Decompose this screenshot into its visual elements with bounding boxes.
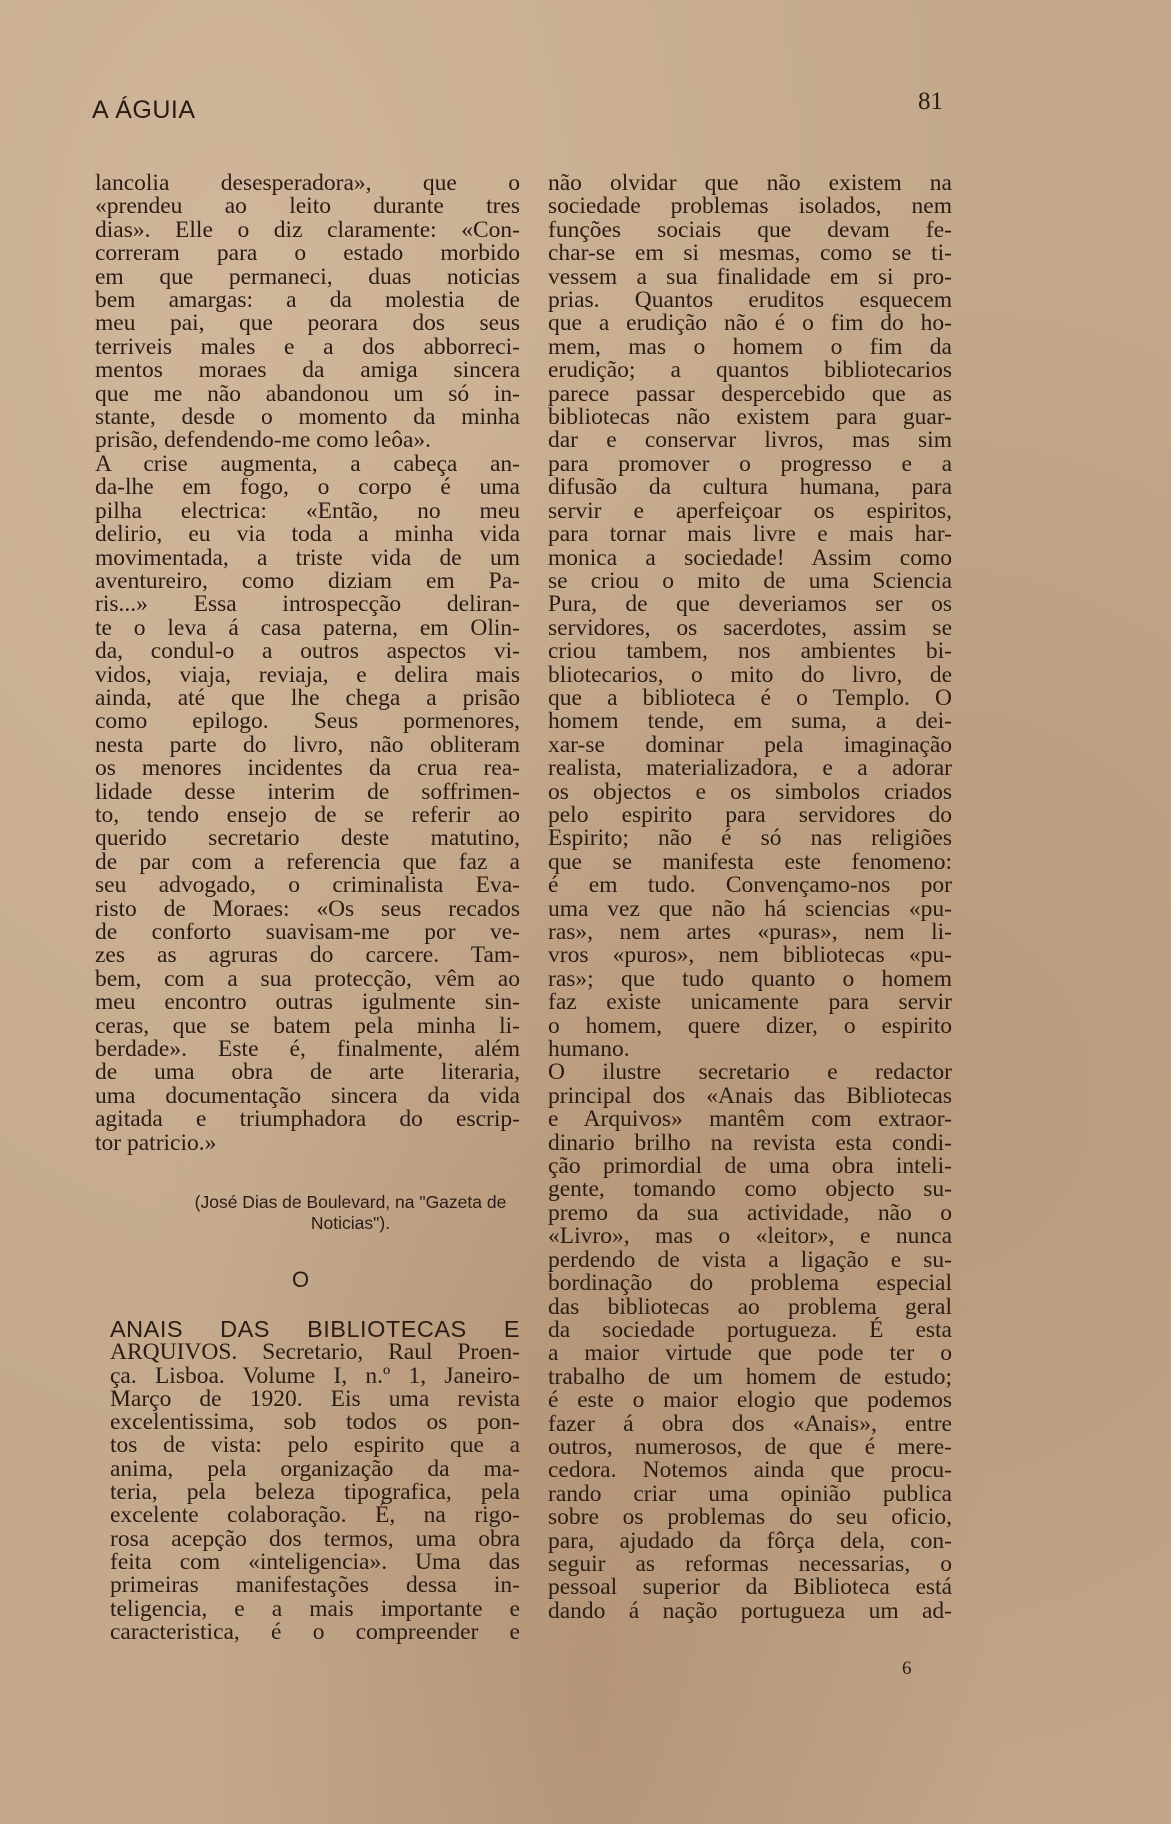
citation: (José Dias de Boulevard, na "Gazeta de Noticias"). bbox=[194, 1192, 507, 1233]
text-line: para promover o progresso e a bbox=[548, 450, 952, 477]
text-line: dar e conservar livros, mas sim bbox=[548, 427, 952, 454]
text-line: ainda, até que lhe chega a prisão bbox=[95, 684, 520, 711]
text-line: querido secretario deste matutino, bbox=[95, 825, 520, 852]
text-line: ceras, que se batem pela minha li- bbox=[95, 1012, 520, 1039]
text-line: dias». Elle o diz claramente: «Con- bbox=[95, 216, 520, 243]
section-divider: O bbox=[292, 1267, 310, 1292]
text-line: ça. Lisboa. Volume I, n.º 1, Janeiro- bbox=[110, 1362, 520, 1389]
text-line: excelentissima, sob todos os pon- bbox=[110, 1409, 520, 1436]
text-line: homem tende, em suma, a dei- bbox=[548, 708, 952, 735]
text-line: da sociedade portugueza. É esta bbox=[548, 1316, 952, 1343]
left-column bbox=[95, 172, 520, 1155]
text-line: meu pai, que peorara dos seus bbox=[95, 310, 520, 337]
text-line: terriveis males e a dos abborreci- bbox=[95, 333, 520, 360]
text-line: seu advogado, o criminalista Eva- bbox=[95, 872, 520, 899]
text-line: meu encontro outras igulmente sin- bbox=[95, 989, 520, 1016]
text-line: «prendeu ao leito durante tres bbox=[95, 193, 520, 220]
text-line: pilha electrica: «Então, no meu bbox=[95, 497, 520, 524]
text-line: lancolia desesperadora», que o bbox=[95, 170, 520, 196]
text-line: anima, pela organização da ma- bbox=[110, 1455, 520, 1482]
right-column bbox=[548, 172, 952, 1623]
text-line: é este o maior elogio que podemos bbox=[548, 1387, 952, 1414]
text-line: agitada e triumphadora do escrip- bbox=[95, 1106, 520, 1133]
text-line: a maior virtude que pode ter o bbox=[548, 1340, 952, 1367]
text-line: parece passar despercebido que as bbox=[548, 380, 952, 407]
text-line: uma documentação sincera da vida bbox=[95, 1082, 520, 1109]
text-line: de par com a referencia que faz a bbox=[95, 848, 520, 875]
text-line: faz existe unicamente para servir bbox=[548, 989, 952, 1016]
text-line: char-se em si mesmas, como se ti- bbox=[548, 240, 952, 267]
text-line: como epilogo. Seus pormenores, bbox=[95, 708, 520, 735]
text-line: aventureiro, como diziam em Pa- bbox=[95, 567, 520, 594]
text-line: Espirito; não é só nas religiões bbox=[548, 825, 952, 852]
text-line: sociedade problemas isolados, nem bbox=[548, 193, 952, 220]
text-line: teria, pela beleza tipografica, pela bbox=[110, 1479, 520, 1506]
text-line: O ilustre secretario e redactor bbox=[548, 1059, 952, 1086]
text-line: funções sociais que devam fe- bbox=[548, 216, 952, 243]
text-line: ris...» Essa introspecção deliran- bbox=[95, 591, 520, 618]
text-line: criou tambem, nos ambientes bi- bbox=[548, 638, 952, 665]
text-line: o homem, quere dizer, o espirito bbox=[548, 1012, 952, 1039]
text-line: dinario brilho na revista esta condi- bbox=[548, 1129, 952, 1156]
text-line: de conforto suavisam-me por ve- bbox=[95, 919, 520, 945]
text-line: ras», nem artes «puras», nem li- bbox=[548, 919, 952, 945]
text-line: bordinação do problema especial bbox=[548, 1270, 952, 1297]
text-line: vidos, viaja, reviaja, e delira mais bbox=[95, 661, 520, 688]
text-line: ção primordial de uma obra inteli- bbox=[548, 1153, 952, 1180]
text-line: te o leva á casa paterna, em Olin- bbox=[95, 614, 520, 641]
text-line: e Arquivos» mantêm com extraor- bbox=[548, 1106, 952, 1133]
text-line: sobre os problemas do seu oficio, bbox=[548, 1504, 952, 1531]
text-line: caracteristica, é o compreender e bbox=[110, 1618, 520, 1645]
text-line: Pura, de que deveriamos ser os bbox=[548, 591, 952, 618]
text-line: mentos moraes da amiga sincera bbox=[95, 357, 520, 384]
text-line: que a biblioteca é o Templo. O bbox=[548, 684, 952, 711]
text-line: bibliotecas não existem para guar- bbox=[548, 404, 952, 431]
text-line: trabalho de um homem de estudo; bbox=[548, 1363, 952, 1390]
text-line: é em tudo. Convençamo-nos por bbox=[548, 872, 952, 899]
text-line: difusão da cultura humana, para bbox=[548, 474, 952, 501]
page-number: 81 bbox=[918, 88, 943, 115]
text-line: lidade desse interim de soffrimen- bbox=[95, 778, 520, 805]
text-line: se criou o mito de uma Sciencia bbox=[548, 567, 952, 594]
text-line: uma vez que não há sciencias «pu- bbox=[548, 895, 952, 922]
text-line: feita com «inteligencia». Uma das bbox=[110, 1548, 520, 1575]
text-line: tor patricio.» bbox=[95, 1129, 217, 1156]
text-line: berdade». Este é, finalmente, além bbox=[95, 1036, 520, 1063]
text-line: para tornar mais livre e mais har- bbox=[548, 521, 952, 548]
text-line: zes as agruras do carcere. Tam- bbox=[95, 942, 520, 969]
text-line: pessoal superior da Biblioteca está bbox=[548, 1574, 952, 1601]
text-line: perdendo de vista a ligação e su- bbox=[548, 1246, 952, 1273]
text-line: prisão, defendendo-me como leôa». bbox=[95, 427, 432, 454]
text-line: cedora. Notemos ainda que procu- bbox=[548, 1457, 952, 1484]
text-line: da-lhe em fogo, o corpo é uma bbox=[95, 474, 520, 501]
review-body bbox=[110, 1318, 520, 1644]
text-line: que se manifesta este fenomeno: bbox=[548, 848, 952, 875]
text-line: excelente colaboração. É, na rigo- bbox=[110, 1502, 520, 1529]
text-line: principal dos «Anais das Bibliotecas bbox=[548, 1082, 952, 1109]
text-line: bliotecarios, o mito do livro, de bbox=[548, 661, 952, 688]
text-line: ARQUIVOS. Secretario, Raul Proen- bbox=[110, 1339, 520, 1366]
text-line: pelo espirito para servidores do bbox=[548, 801, 952, 828]
text-line: não olvidar que não existem na bbox=[548, 170, 952, 196]
text-line: que me não abandonou um só in- bbox=[95, 380, 520, 407]
text-line: bem amargas: a da molestia de bbox=[95, 287, 520, 314]
text-line: risto de Moraes: «Os seus recados bbox=[95, 895, 520, 922]
text-line: servidores, os sacerdotes, assim se bbox=[548, 614, 952, 641]
text-line: gente, tomando como objecto su- bbox=[548, 1176, 952, 1203]
text-line: erudição; a quantos bibliotecarios bbox=[548, 357, 952, 384]
text-line: monica a sociedade! Assim como bbox=[548, 544, 952, 571]
text-line: movimentada, a triste vida de um bbox=[95, 544, 520, 571]
text-line: tos de vista: pelo espirito que a bbox=[110, 1432, 520, 1459]
text-line: bem, com a sua protecção, vêm ao bbox=[95, 965, 520, 992]
text-line: vros «puros», nem bibliotecas «pu- bbox=[548, 942, 952, 969]
text-line: ANAIS DAS BIBLIOTECAS E bbox=[110, 1316, 520, 1342]
running-title: A ÁGUIA bbox=[92, 96, 196, 124]
text-line: realista, materializadora, e a adorar bbox=[548, 755, 952, 782]
text-line: stante, desde o momento da minha bbox=[95, 404, 520, 431]
text-line: «Livro», mas o «leitor», e nunca bbox=[548, 1223, 952, 1250]
text-line: da, condul-o a outros aspectos vi- bbox=[95, 638, 520, 665]
text-line: teligencia, e a mais importante e bbox=[110, 1595, 520, 1622]
text-line: os menores incidentes da crua rea- bbox=[95, 755, 520, 782]
text-line: que a erudição não é o fim do ho- bbox=[548, 310, 952, 337]
text-line: para, ajudado da fôrça dela, con- bbox=[548, 1527, 952, 1554]
text-line: servir e aperfeiçoar os espiritos, bbox=[548, 497, 952, 524]
text-line: correram para o estado morbido bbox=[95, 240, 520, 267]
text-line: dando á nação portugueza um ad- bbox=[548, 1597, 952, 1624]
text-line: prias. Quantos eruditos esquecem bbox=[548, 287, 952, 314]
text-line: A crise augmenta, a cabeça an- bbox=[95, 450, 520, 477]
text-line: Março de 1920. Eis uma revista bbox=[110, 1385, 520, 1412]
text-line: humano. bbox=[548, 1036, 630, 1063]
text-line: premo da sua actividade, não o bbox=[548, 1199, 952, 1226]
text-line: em que permaneci, duas noticias bbox=[95, 263, 520, 290]
text-line: nesta parte do livro, não obliteram bbox=[95, 731, 520, 758]
text-line: to, tendo ensejo de se referir ao bbox=[95, 801, 520, 828]
text-line: delirio, eu via toda a minha vida bbox=[95, 521, 520, 548]
text-line: de uma obra de arte literaria, bbox=[95, 1059, 520, 1086]
text-line: primeiras manifestações dessa in- bbox=[110, 1572, 520, 1599]
text-line: os objectos e os simbolos criados bbox=[548, 778, 952, 805]
signature-mark: 6 bbox=[902, 1658, 912, 1679]
text-line: seguir as reformas necessarias, o bbox=[548, 1550, 952, 1577]
text-line: xar-se dominar pela imaginação bbox=[548, 731, 952, 758]
text-line: ras»; que tudo quanto o homem bbox=[548, 965, 952, 992]
text-line: mem, mas o homem o fim da bbox=[548, 333, 952, 360]
text-line: das bibliotecas ao problema geral bbox=[548, 1293, 952, 1320]
text-line: rando criar uma opinião publica bbox=[548, 1480, 952, 1507]
text-line: rosa acepção dos termos, uma obra bbox=[110, 1525, 520, 1552]
text-line: outros, numerosos, de que é mere- bbox=[548, 1433, 952, 1460]
text-line: fazer á obra dos «Anais», entre bbox=[548, 1410, 952, 1437]
text-line: vessem a sua finalidade em si pro- bbox=[548, 263, 952, 290]
